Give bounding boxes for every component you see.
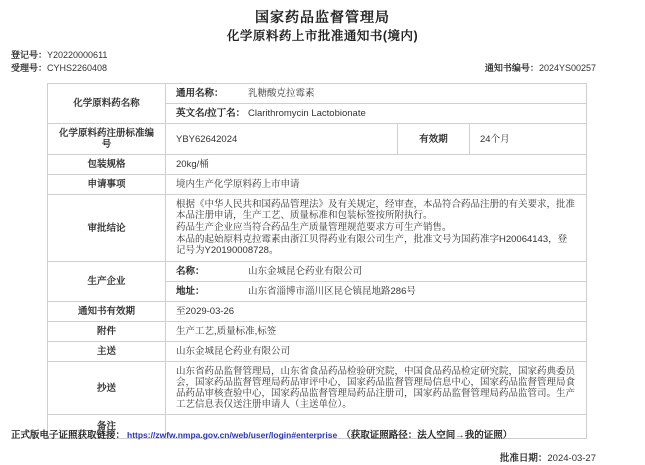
generic-name-cell <box>166 84 587 104</box>
notice-validity-value: 至2029-03-26 <box>166 302 587 322</box>
attachments-value: 生产工艺,质量标准,标签 <box>166 322 587 342</box>
standard-number-label: 化学原料药注册标准编号 <box>48 124 166 155</box>
standard-number-value: YBY62642024 <box>166 124 398 155</box>
validity-label: 有效期 <box>398 124 470 155</box>
manufacturer-name-label: 名称： <box>176 266 205 277</box>
generic-name-value: 乳糖酸克拉霉素 <box>248 88 315 99</box>
conclusion-cell <box>166 195 587 262</box>
table-row-manufacturer-name <box>48 262 587 282</box>
application-value: 境内生产化学原料药上市申请 <box>166 175 587 195</box>
table-row-notice-validity <box>48 302 587 322</box>
table-row-attachments <box>48 322 587 342</box>
manufacturer-address-value: 山东省淄博市淄川区昆仑镇昆地路286号 <box>248 286 416 297</box>
acceptance-number-label: 受理号： <box>11 62 48 73</box>
registration-number-line <box>11 49 634 62</box>
table-row-cc <box>48 362 587 415</box>
main-recipient-label: 主送 <box>48 342 166 362</box>
english-name-value: Clarithromycin Lactobionate <box>248 108 366 119</box>
manufacturer-address-label: 地址： <box>176 286 205 297</box>
certificate-link[interactable]: https://zwfw.nmpa.gov.cn/web/user/login#enterprise <box>127 430 338 440</box>
remark-label: 备注 <box>48 415 166 439</box>
notice-number-line <box>485 62 596 75</box>
manufacturer-name-value: 山东金城昆仑药业有限公司 <box>248 266 363 277</box>
conclusion-paragraph-1: 根据《中华人民共和国药品管理法》及有关规定，经审查，本品符合药品注册的有关要求，批准本品注册申请，生产工艺、质量标准和包装标签按所附执行。 <box>176 199 576 221</box>
cc-label: 抄送 <box>48 362 166 415</box>
table-row-conclusion <box>48 195 587 262</box>
main-recipient-value: 山东金城昆仑药业有限公司 <box>166 342 587 362</box>
certificate-path-note: （获取证照路径：法人空间→我的证照） <box>341 430 513 441</box>
manufacturer-name-cell <box>166 262 587 282</box>
table-row-main-recipient <box>48 342 587 362</box>
generic-name-label: 通用名称： <box>176 88 224 99</box>
approval-detail-table <box>47 83 587 439</box>
package-value: 20kg/桶 <box>166 155 587 175</box>
approval-date-label: 批准日期： <box>499 453 548 464</box>
conclusion-paragraph-2: 药品生产企业应当符合药品生产质量管理规范要求方可生产销售。 <box>176 222 452 233</box>
notice-number-value: 2024YS00257 <box>538 62 596 73</box>
table-row-package <box>48 155 587 175</box>
english-name-label: 英文名/拉丁名： <box>176 108 246 119</box>
table-row-standard-number <box>48 124 587 155</box>
agency-name: 国家药品监督管理局 <box>255 9 390 25</box>
table-row-api-name <box>48 84 587 104</box>
certificate-footer <box>11 429 512 442</box>
manufacturer-address-cell <box>166 282 587 302</box>
validity-value: 24个月 <box>470 124 587 155</box>
registration-number-value: Y20220000611 <box>47 50 108 60</box>
application-label: 申请事项 <box>48 175 166 195</box>
registration-number-label: 登记号： <box>11 50 48 60</box>
table-row-application <box>48 175 587 195</box>
conclusion-label: 审批结论 <box>48 195 166 262</box>
api-name-label: 化学原料药名称 <box>48 84 166 124</box>
approval-date-value: 2024-03-27 <box>547 453 596 464</box>
document-header <box>0 0 645 45</box>
document-meta <box>11 49 634 74</box>
cc-value: 山东省药品监督管理局，山东省食品药品检验研究院，中国食品药品检定研究院，国家药典委员会，国家药品监督管理局药品审评中心，国家药品监督管理局信息中心，国家药品监督管理局食品药品审核查验中心，国家药品监督管理局药品注册司，国家药品监督管理局药品监管司。生产工艺信息表仅送注册申请人（主送单位）。 <box>166 362 587 415</box>
package-label: 包装规格 <box>48 155 166 175</box>
manufacturer-label: 生产企业 <box>48 262 166 302</box>
english-name-cell <box>166 104 587 124</box>
conclusion-paragraph-3: 本品的起始原料克拉霉素由浙江贝得药业有限公司生产，批准文号为国药准字H20064143，登记号为Y20190008728。 <box>176 234 568 256</box>
approval-date-line <box>0 453 596 465</box>
notice-validity-label: 通知书有效期 <box>48 302 166 322</box>
acceptance-number-value: CYHS2260408 <box>47 62 108 73</box>
attachments-label: 附件 <box>48 322 166 342</box>
notice-number-label: 通知书编号： <box>484 62 539 73</box>
certificate-link-label: 正式版电子证照获取链接： <box>11 430 126 441</box>
document-title: 化学原料药上市批准通知书(境内) <box>226 29 419 43</box>
